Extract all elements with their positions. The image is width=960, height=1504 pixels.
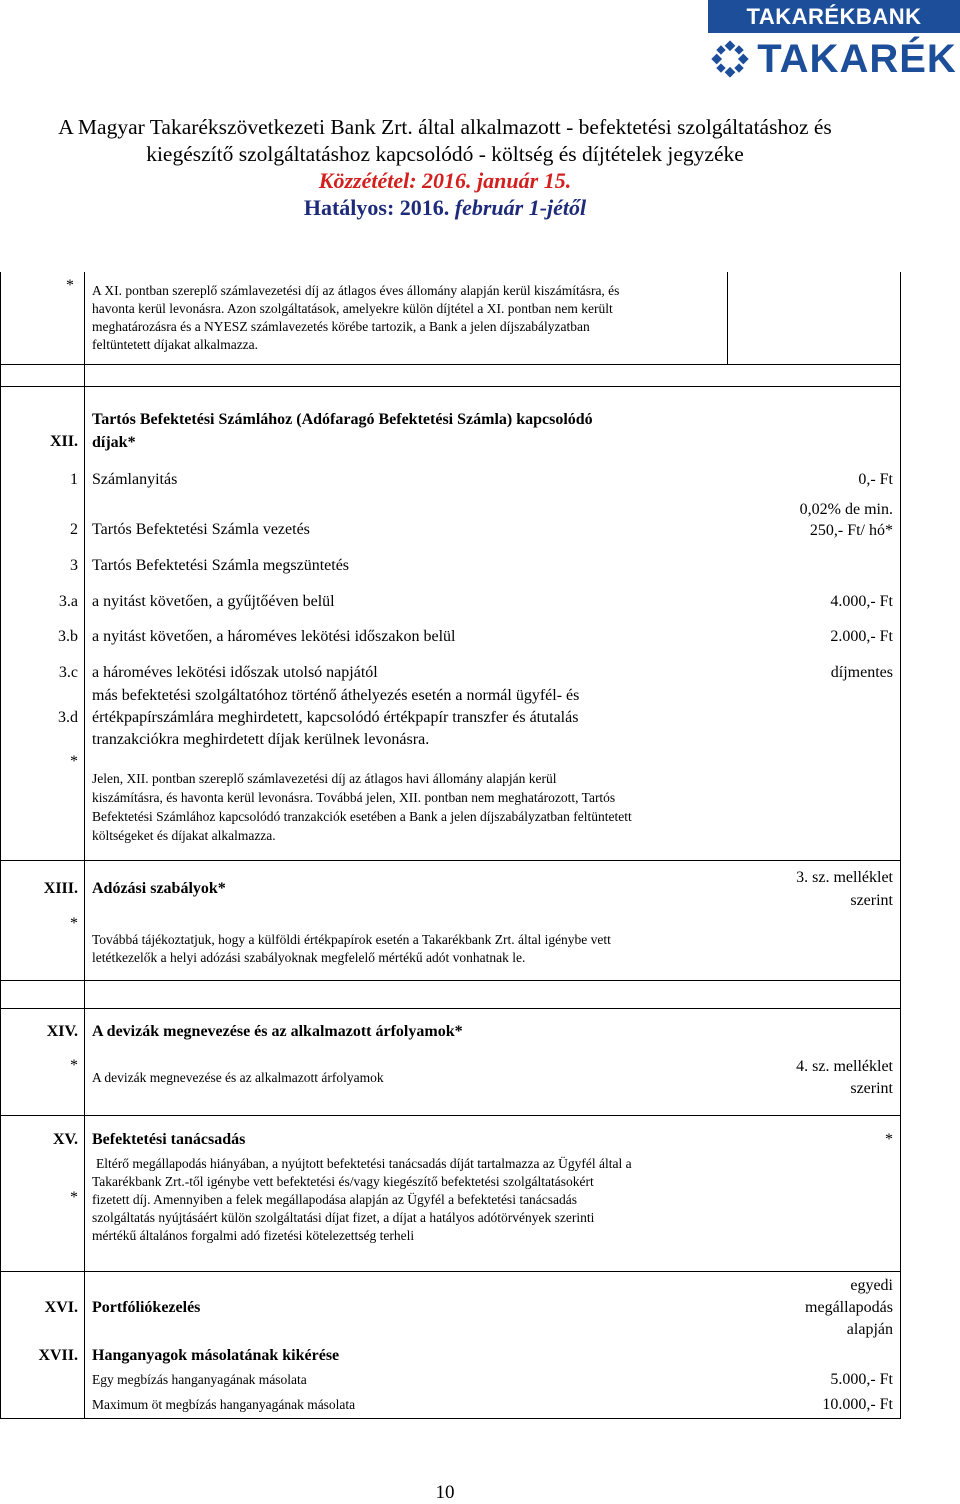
table-row-divider (0, 1008, 901, 1009)
table-column-divider-fee (727, 272, 728, 364)
xii-note-line: Jelen, XII. pontban szereplő számlavezetési díj az átlagos havi állomány alapján kerül (92, 771, 557, 786)
xii-row-fee: 2.000,- Ft (830, 628, 893, 645)
xii-row-fee: 4.000,- Ft (830, 593, 893, 610)
logo-word: TAKARÉK (757, 36, 957, 81)
section-xv-number: XV. (52, 1131, 78, 1148)
section-xiv-number: XIV. (46, 1023, 78, 1040)
xi-note-line: havonta kerül levonásra. Azon szolgáltatások, amelyekre külön díjtétel a XI. pontban nem került (92, 301, 613, 316)
xii-row-3d-line: tranzakciókra meghirdetett díjak kerülnek levonásra. (92, 731, 430, 748)
xiii-fee-line-2: szerint (850, 892, 893, 909)
xii-note-line: kiszámításra, és havonta kerül levonásra. Továbbá jelen, XII. pontban nem meghatározott, Tartós (92, 790, 616, 805)
xvii-row-fee: 5.000,- Ft (830, 1371, 893, 1388)
xii-row-fee-line-1: 0,02% de min. (799, 501, 893, 518)
xii-note-line: költségeket és díjakat alkalmazza. (92, 828, 276, 843)
xvii-row-label: Maximum öt megbízás hanganyagának másolata (92, 1397, 356, 1412)
xiv-note: A devizák megnevezése és az alkalmazott árfolyamok (92, 1070, 384, 1085)
xi-note-line: meghatározásra és a NYESZ számlavezetés körébe tartozik, a Bank a jelen díjszabályzatban (92, 319, 590, 334)
xii-row-number: 3.c (58, 664, 78, 681)
xii-row-label: a nyitást követően, a gyűjtőéven belül (92, 593, 335, 610)
xvi-fee-line-1: egyedi (850, 1277, 893, 1294)
xii-row-fee: 0,- Ft (858, 471, 893, 488)
section-xiii-title: Adózási szabályok* (92, 880, 226, 897)
published-date: Közzététel: 2016. január 15. (318, 168, 572, 193)
xii-row-label: a nyitást követően, a hároméves lekötési időszakon belül (92, 628, 456, 645)
doc-title-line-1: A Magyar Takarékszövetkezeti Bank Zrt. által alkalmazott - befektetési szolgáltatáshoz és (58, 115, 832, 139)
xii-row-number: 1 (70, 471, 78, 488)
table-row-divider (0, 364, 901, 365)
xii-row-3d-line: más befektetési szolgáltatóhoz történő áthelyezés esetén a normál ügyfél- és (92, 687, 580, 704)
logo-top-text: TAKARÉKBANK (708, 0, 960, 33)
xv-note-star: * (70, 1189, 78, 1206)
table-border-right (900, 272, 901, 1418)
xii-row-label: a hároméves lekötési időszak utolsó napjától (92, 664, 378, 681)
effective-date-italic: február 1-jétől (454, 195, 587, 220)
xii-note-line: Befektetési Számlához kapcsolódó tranzakciók esetében a Bank a jelen díjszabályzatban feltüntetett (92, 809, 632, 824)
xvii-row-label: Egy megbízás hanganyagának másolata (92, 1372, 307, 1387)
xii-row-label: Tartós Befektetési Számla megszüntetés (92, 557, 350, 574)
section-xvii-title: Hanganyagok másolatának kikérése (92, 1347, 340, 1364)
effective-date (0, 195, 890, 221)
xiii-note-line: letétkezelők a helyi adózási szabályoknak megfelelő mértékű adót vonhatnak le. (92, 950, 526, 965)
xii-row-label: Tartós Befektetési Számla vezetés (92, 521, 310, 538)
xii-row-fee: díjmentes (830, 664, 893, 681)
xiv-fee-line-2: szerint (850, 1080, 893, 1097)
logo-bottom (708, 33, 960, 84)
xvi-fee-line-2: megállapodás (805, 1299, 893, 1316)
section-xvi-title: Portfóliókezelés (92, 1299, 201, 1316)
xv-fee: * (885, 1131, 893, 1148)
section-xii-title-line-2: díjak* (92, 434, 136, 451)
section-xiv-title: A devizák megnevezése és az alkalmazott árfolyamok* (92, 1023, 463, 1040)
xv-note-line: szolgáltatás nyújtásáért külön szolgáltatási díjat fizet, a díjat a hatályos adótörvények szerinti (92, 1210, 595, 1225)
effective-date-prefix: Hatályos: 2016. (303, 195, 455, 220)
takarek-logo-mark-icon (711, 40, 749, 78)
xv-note-line: Eltérő megállapodás hiányában, a nyújtott befektetési tanácsadás díját tartalmazza az Ügyfél által a (96, 1156, 632, 1171)
xiii-note-line: Továbbá tájékoztatjuk, hogy a külföldi értékpapírok esetén a Takarékbank Zrt. által igénybe vett (92, 932, 611, 947)
takarekbank-logo (708, 0, 960, 84)
xi-note-star: * (66, 277, 74, 294)
page-number: 10 (435, 1482, 455, 1503)
xiii-fee-line-1: 3. sz. melléklet (796, 869, 893, 886)
table-row-divider (0, 980, 901, 981)
xii-row-number: 3.b (58, 628, 78, 645)
section-xvi-number: XVI. (44, 1299, 78, 1316)
xii-row-fee-line-2: 250,- Ft/ hó* (809, 522, 893, 539)
table-row-divider (0, 386, 901, 387)
table-row-divider (0, 1418, 901, 1419)
doc-title-line-2: kiegészítő szolgáltatáshoz kapcsolódó - költség és díjtételek jegyzéke (146, 142, 744, 166)
table-row-divider (0, 1115, 901, 1116)
xv-note-line: Takarékbank Zrt.-től igénybe vett befektetési és/vagy kiegészítő befektetési szolgáltatásokért (92, 1174, 594, 1189)
xii-row-number: 3.d (58, 709, 78, 726)
xiv-note-star: * (70, 1057, 78, 1074)
xii-row-label: Számlanyitás (92, 471, 178, 488)
xvi-fee-line-3: alapján (846, 1321, 893, 1338)
xi-note-line: A XI. pontban szereplő számlavezetési díj az átlagos éves állomány alapján kerül kiszámításra, és (92, 283, 620, 298)
xi-note-line: feltüntetett díjakat alkalmazza. (92, 337, 259, 352)
xii-row-3d-line: értékpapírszámlára meghirdetett, kapcsolódó értékpapír transzfer és átutalás (92, 709, 579, 726)
section-xv-title: Befektetési tanácsadás (92, 1131, 246, 1148)
section-xii-number: XII. (49, 433, 78, 450)
section-xiii-number: XIII. (43, 880, 78, 897)
xii-row-number: 3 (70, 557, 78, 574)
xii-row-number: 3.a (58, 593, 78, 610)
section-xvii-number: XVII. (38, 1347, 78, 1364)
table-column-divider (84, 272, 85, 1418)
section-xii-title-line-1: Tartós Befektetési Számlához (Adófaragó Befektetési Számla) kapcsolódó (92, 411, 593, 428)
xiv-fee-line-1: 4. sz. melléklet (796, 1058, 893, 1075)
xvii-row-fee: 10.000,- Ft (822, 1396, 893, 1413)
xv-note-line: mértékű általános forgalmi adó fizetési kötelezettség terheli (92, 1228, 415, 1243)
xiii-note-star: * (70, 915, 78, 932)
xii-note-star: * (70, 753, 78, 770)
xv-note-line: fizetett díj. Amennyiben a felek megállapodása alapján az Ügyfél a befektetési tanácsadás (92, 1192, 578, 1207)
table-row-divider (0, 1271, 901, 1272)
xii-row-number: 2 (70, 521, 78, 538)
table-row-divider (0, 860, 901, 861)
